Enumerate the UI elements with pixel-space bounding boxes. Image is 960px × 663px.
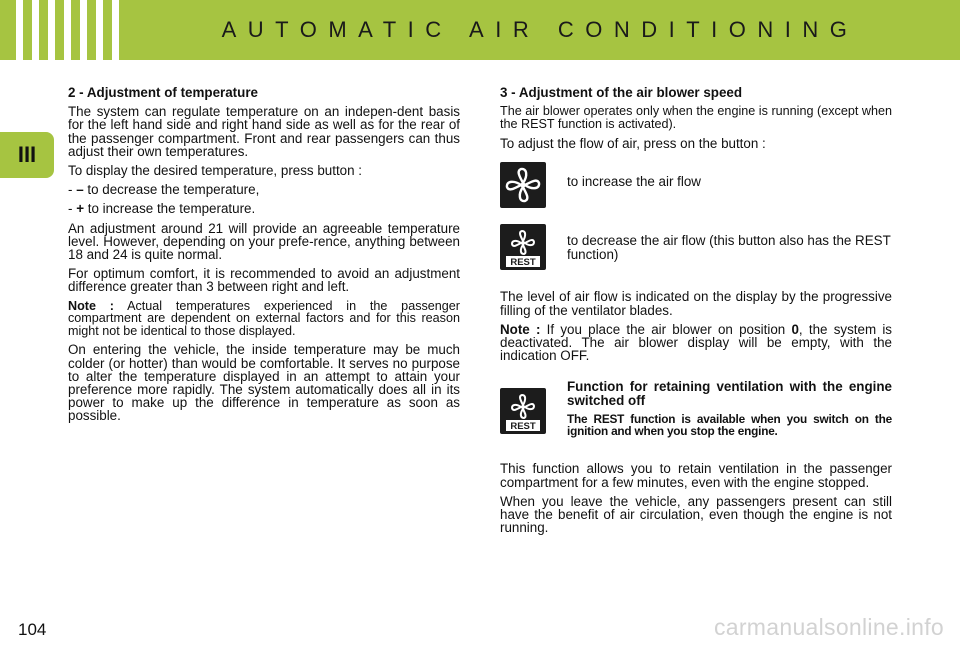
page-title: AUTOMATIC AIR CONDITIONING	[221, 17, 859, 42]
note-label: Note :	[500, 321, 541, 337]
section-heading-blower: 3 - Adjustment of the air blower speed	[500, 85, 743, 100]
bullet-text: to decrease the temperature,	[83, 182, 260, 198]
paragraph: The air blower operates only when the engine is running (except when the REST function is activated).	[500, 104, 892, 132]
rest-label: REST	[510, 257, 536, 269]
chapter-tab: III	[0, 132, 54, 178]
bullet-dash: -	[68, 182, 77, 198]
paragraph: When you leave the vehicle, any passengers present can still have the benefit of air circulation, even though the engine is not running.	[500, 493, 892, 536]
left-column	[68, 86, 460, 429]
note-text: Actual temperatures experienced in the passenger compartment are dependent on external factors and for this reason might not be identical to those displayed.	[68, 298, 460, 338]
header-stripe	[32, 0, 39, 60]
note-paragraph	[68, 300, 460, 338]
blower-increase-row	[500, 162, 892, 206]
note-text: , the system is deactivated. The air blower display will be empty, with the indication OFF.	[500, 321, 892, 364]
blower-decrease-row	[500, 224, 892, 270]
paragraph: This function allows you to retain ventilation in the passenger compartment for a few minutes, even with the engine stopped.	[500, 461, 892, 490]
rest-function-text	[567, 380, 892, 443]
rest-function-subtitle: The REST function is available when you switch on the ignition and when you stop the engine.	[567, 411, 892, 439]
bullet-text: to increase the temperature.	[84, 201, 256, 217]
fan-rest-icon	[500, 224, 546, 270]
header-stripe	[48, 0, 55, 60]
paragraph: The level of air flow is indicated on the display by the progressive filling of the ventilator blades.	[500, 289, 892, 318]
header-stripe	[16, 0, 23, 60]
header-stripe	[80, 0, 87, 60]
header-stripe	[64, 0, 71, 60]
paragraph: On entering the vehicle, the inside temperature may be much colder (or hotter) than would be comfortable. It serves no purpose to alter the temperature displayed in an attempt to attain your preference more rapidly. The system automatically does all in its power to make up the difference in temperature as soon as possible.	[68, 342, 460, 424]
header-stripe	[96, 0, 103, 60]
rest-function-block	[500, 380, 892, 450]
note-paragraph	[500, 323, 892, 363]
rest-function-title: Function for retaining ventilation with the engine switched off	[567, 379, 892, 408]
watermark: carmanualsonline.info	[713, 614, 944, 640]
bullet-decrease	[68, 183, 460, 196]
fan-icon	[500, 162, 546, 208]
increase-air-flow-text: to increase the air flow	[567, 174, 701, 190]
page-number: 104	[18, 620, 47, 639]
note-text: If you place the air blower on position	[540, 321, 792, 337]
bullet-dash: -	[68, 201, 77, 217]
section-heading-temperature: 2 - Adjustment of temperature	[68, 85, 258, 100]
fan-rest-icon	[500, 388, 546, 434]
bullet-increase	[68, 202, 460, 215]
paragraph: An adjustment around 21 will provide an agreeable temperature level. However, depending on your prefe-rence, anything between 18 and 24 is quite normal.	[68, 220, 460, 263]
page-header	[0, 0, 960, 60]
note-position: 0	[791, 321, 799, 337]
paragraph: To adjust the flow of air, press on the button :	[500, 136, 766, 152]
paragraph: For optimum comfort, it is recommended to avoid an adjustment difference greater than 3 between right and left.	[68, 266, 460, 295]
rest-label: REST	[510, 421, 536, 433]
paragraph: To display the desired temperature, press button :	[68, 163, 363, 179]
paragraph: The system can regulate temperature on an indepen-dent basis for the left hand side and right hand side as well as for the rear of the passenger compartment. Front and rear passengers can thus adjust their own temperatures.	[68, 104, 460, 159]
note-label: Note :	[68, 298, 114, 313]
plus-symbol: +	[76, 201, 85, 217]
minus-symbol: –	[76, 182, 84, 198]
header-stripe	[112, 0, 119, 60]
decrease-air-flow-text: to decrease the air flow (this button also has the REST function)	[567, 233, 891, 262]
right-column	[500, 86, 892, 540]
